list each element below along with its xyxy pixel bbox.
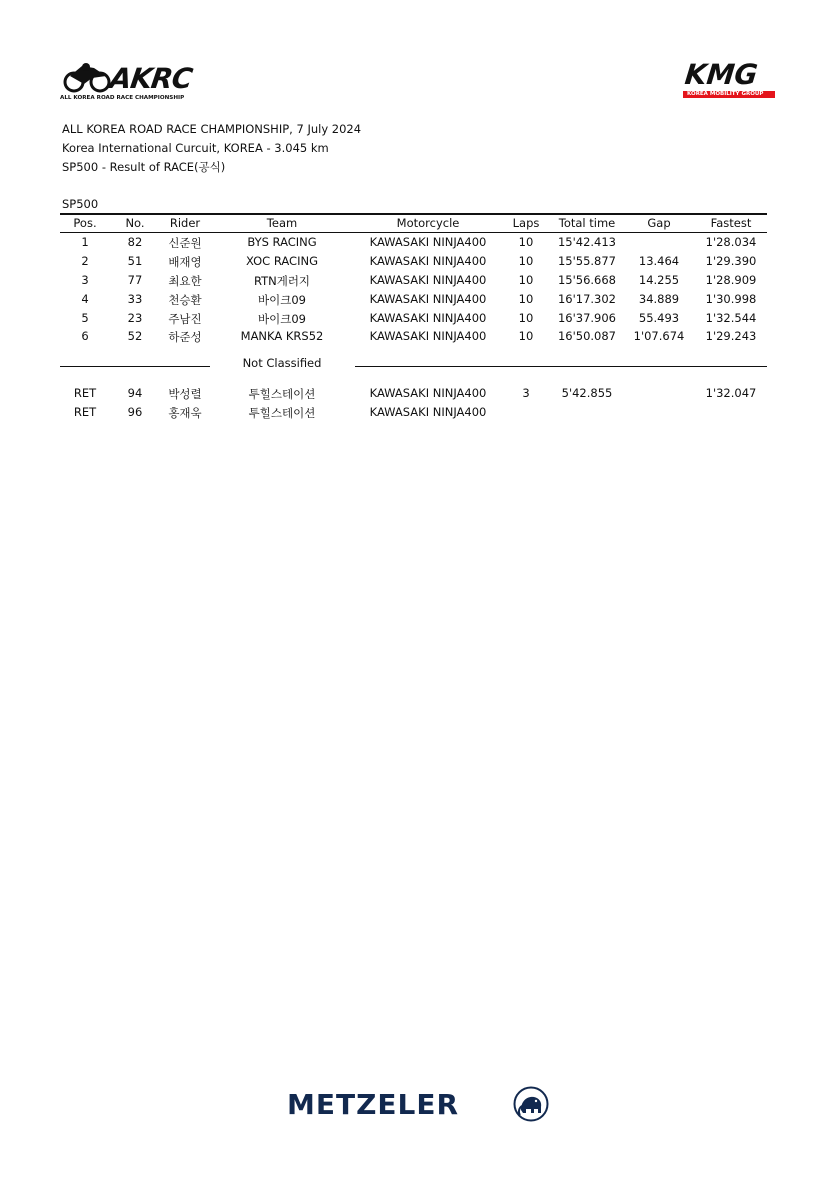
cell-no: 52 (127, 329, 143, 343)
cell-no: 33 (127, 292, 143, 306)
cell-gap: 34.889 (638, 292, 680, 306)
cell-team: RTN게러지 (253, 274, 311, 288)
col-header-pos: Pos. (73, 216, 97, 230)
cell-fastest: 1'32.047 (705, 386, 757, 400)
cell-motorcycle: KAWASAKI NINJA400 (369, 386, 487, 400)
cell-fastest: 1'30.998 (705, 292, 757, 306)
cell-team: XOC RACING (245, 254, 318, 268)
motorcycle-rider-icon (62, 62, 114, 94)
akrc-wordmark: AKRC (107, 62, 194, 95)
table-row (0, 386, 835, 405)
cell-laps: 10 (518, 311, 534, 325)
cell-motorcycle: KAWASAKI NINJA400 (369, 405, 487, 419)
col-header-team: Team (266, 216, 298, 230)
cell-no: 23 (127, 311, 143, 325)
cell-total-time: 15'42.413 (557, 235, 617, 249)
cell-rider: 박성렬 (168, 387, 202, 401)
cell-rider: 배재영 (168, 255, 202, 269)
event-title: ALL KOREA ROAD RACE CHAMPIONSHIP, 7 July 2024 (62, 122, 362, 136)
cell-motorcycle: KAWASAKI NINJA400 (369, 311, 487, 325)
elephant-icon (513, 1086, 549, 1122)
kmg-subtitle: KOREA MOBILITY GROUP (687, 91, 764, 97)
metzeler-logo (287, 1086, 552, 1126)
table-row (0, 254, 835, 273)
col-header-gap: Gap (647, 216, 671, 230)
cell-laps: 10 (518, 292, 534, 306)
cell-motorcycle: KAWASAKI NINJA400 (369, 329, 487, 343)
cell-total-time: 16'37.906 (557, 311, 617, 325)
cell-rider: 신준원 (168, 236, 202, 250)
cell-pos: RET (73, 386, 97, 400)
cell-gap: 14.255 (638, 273, 680, 287)
cell-motorcycle: KAWASAKI NINJA400 (369, 254, 487, 268)
result-title: SP500 - Result of RACE(공식) (62, 160, 226, 174)
col-header-motorcycle: Motorcycle (396, 216, 460, 230)
cell-laps: 10 (518, 254, 534, 268)
table-top-rule (60, 213, 767, 215)
cell-laps: 10 (518, 273, 534, 287)
col-header-rider: Rider (169, 216, 201, 230)
cell-rider: 천승환 (168, 293, 202, 307)
cell-fastest: 1'29.390 (705, 254, 757, 268)
cell-rider: 홍재욱 (168, 406, 202, 420)
cell-laps: 3 (522, 386, 530, 400)
cell-motorcycle: KAWASAKI NINJA400 (369, 273, 487, 287)
not-classified-rule-right (355, 366, 767, 367)
cell-pos: 4 (81, 292, 89, 306)
cell-motorcycle: KAWASAKI NINJA400 (369, 292, 487, 306)
cell-fastest: 1'29.243 (705, 329, 757, 343)
col-header-no: No. (125, 216, 145, 230)
cell-rider: 주남진 (168, 312, 202, 326)
cell-pos: 3 (81, 273, 89, 287)
cell-pos: 1 (81, 235, 89, 249)
cell-laps: 10 (518, 329, 534, 343)
category-label: SP500 (62, 197, 99, 211)
cell-fastest: 1'32.544 (705, 311, 757, 325)
cell-team: 투힐스테이션 (248, 387, 316, 401)
kmg-wordmark: KMG (683, 58, 760, 91)
cell-no: 82 (127, 235, 143, 249)
table-row (0, 292, 835, 311)
table-row (0, 405, 835, 424)
cell-no: 96 (127, 405, 143, 419)
cell-total-time: 15'55.877 (557, 254, 617, 268)
cell-pos: 5 (81, 311, 89, 325)
kmg-logo (683, 60, 775, 100)
cell-total-time: 16'17.302 (557, 292, 617, 306)
cell-total-time: 16'50.087 (557, 329, 617, 343)
col-header-fastest: Fastest (710, 216, 752, 230)
cell-no: 77 (127, 273, 143, 287)
cell-laps: 10 (518, 235, 534, 249)
cell-motorcycle: KAWASAKI NINJA400 (369, 235, 487, 249)
cell-rider: 최요한 (168, 274, 202, 288)
table-header-rule (60, 232, 767, 233)
cell-pos: RET (73, 405, 97, 419)
table-row (0, 311, 835, 330)
cell-total-time: 5'42.855 (561, 386, 613, 400)
cell-team: 바이크09 (258, 293, 306, 307)
cell-no: 94 (127, 386, 143, 400)
cell-no: 51 (127, 254, 143, 268)
cell-rider: 하준성 (168, 330, 202, 344)
cell-team: BYS RACING (247, 235, 317, 249)
cell-gap: 13.464 (638, 254, 680, 268)
akrc-subtitle: ALL KOREA ROAD RACE CHAMPIONSHIP (60, 95, 185, 101)
cell-team: 바이크09 (258, 312, 306, 326)
col-header-total-time: Total time (558, 216, 616, 230)
circuit-info: Korea International Curcuit, KOREA - 3.045 km (62, 141, 329, 155)
metzeler-wordmark: METZELER (287, 1088, 460, 1121)
cell-pos: 6 (81, 329, 89, 343)
cell-fastest: 1'28.034 (705, 235, 757, 249)
not-classified-label: Not Classified (242, 356, 322, 370)
cell-team: 투힐스테이션 (248, 406, 316, 420)
cell-gap: 55.493 (638, 311, 680, 325)
akrc-logo (60, 62, 195, 104)
col-header-laps: Laps (512, 216, 540, 230)
cell-gap: 1'07.674 (633, 329, 685, 343)
table-row (0, 273, 835, 292)
not-classified-rule-left (60, 366, 210, 367)
table-row (0, 329, 835, 348)
table-row (0, 235, 835, 254)
cell-team: MANKA KRS52 (240, 329, 324, 343)
cell-pos: 2 (81, 254, 89, 268)
cell-fastest: 1'28.909 (705, 273, 757, 287)
cell-total-time: 15'56.668 (557, 273, 617, 287)
